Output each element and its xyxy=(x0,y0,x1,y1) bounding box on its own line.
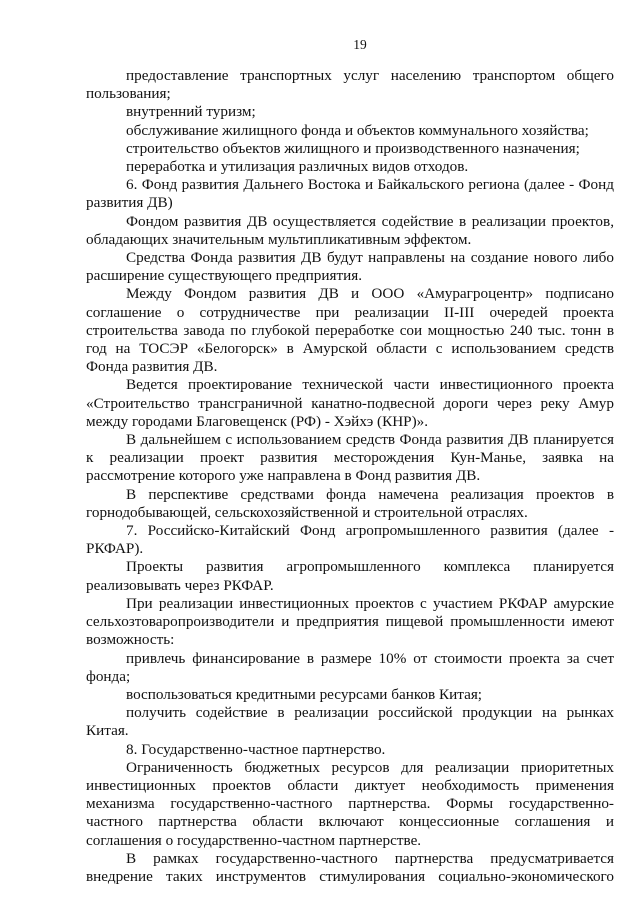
text-line: 7. Российско-Китайский Фонд агропромышленного развития (далее - xyxy=(126,522,614,540)
text-line: пользования; xyxy=(86,85,171,103)
text-line: «Строительство трансграничной канатно-подвесной дороги через реку Амур xyxy=(86,394,614,412)
text-line: привлечь финансирование в размере 10% от стоимости проекта за счет xyxy=(126,649,614,667)
text-line: обладающих значительным мультипликативным эффектом. xyxy=(86,230,472,248)
text-line: В рамках государственно-частного партнерства предусматривается xyxy=(126,849,614,867)
text-line: инвестиционных проектов области диктует необходимость применения xyxy=(86,776,614,794)
text-line: механизма государственно-частного партнерства. Формы государственно- xyxy=(86,795,614,813)
text-line: возможность: xyxy=(86,631,175,649)
text-line: 6. Фонд развития Дальнего Востока и Байкальского региона (далее - Фонд xyxy=(126,176,614,194)
text-line: Между Фондом развития ДВ и ООО «Амурагроцентр» подписано xyxy=(126,285,614,303)
text-line: соглашение о сотрудничестве при реализации II-III очередей проекта xyxy=(86,303,614,321)
text-line: между городами Благовещенск (РФ) - Хэйхэ (КНР)». xyxy=(86,412,429,430)
page-number: 19 xyxy=(353,37,367,52)
text-line: соглашения о государственно-частном партнерстве. xyxy=(86,831,422,849)
text-line: строительство объектов жилищного и производственного назначения; xyxy=(126,139,580,157)
text-line: получить содействие в реализации российской продукции на рынках xyxy=(126,704,614,722)
text-line: год на ТОСЭР «Белогорск» в Амурской области с использованием средств xyxy=(86,340,614,358)
text-line: рассмотрение которого уже направлена в Фонд развития ДВ. xyxy=(86,467,481,485)
text-line: фонда; xyxy=(86,667,131,685)
text-line: Проекты развития агропромышленного комплекса планируется xyxy=(126,558,614,576)
text-line: горнодобывающей, сельскохозяйственной и строительной отраслях. xyxy=(86,503,528,521)
text-line: предоставление транспортных услуг населению транспортом общего xyxy=(126,67,614,84)
text-line: Средства Фонда развития ДВ будут направлены на создание нового либо xyxy=(126,249,614,267)
text-line: внутренний туризм; xyxy=(126,103,256,121)
text-line: расширение существующего предприятия. xyxy=(86,267,362,285)
text-line: 8. Государственно-частное партнерство. xyxy=(126,740,386,758)
text-line: воспользоваться кредитными ресурсами банков Китая; xyxy=(126,685,483,703)
text-line: реализовывать через РКФАР. xyxy=(86,576,274,594)
text-line: строительства завода по глубокой переработке сои мощностью 240 тыс. тонн в xyxy=(86,321,614,339)
text-line: В перспективе средствами фонда намечена реализация проектов в xyxy=(126,485,614,503)
text-line: Фонда развития ДВ. xyxy=(86,358,218,376)
text-line: обслуживание жилищного фонда и объектов коммунального хозяйства; xyxy=(126,121,589,139)
text-line: Ведется проектирование технической части инвестиционного проекта xyxy=(126,376,614,394)
body-text xyxy=(86,67,614,886)
text-line: Китая. xyxy=(86,722,129,740)
text-line: Фондом развития ДВ осуществляется содействие в реализации проектов, xyxy=(126,212,614,230)
text-line: внедрение таких инструментов стимулирования социально-экономического xyxy=(86,867,614,885)
text-line: сельхозтоваропроизводители и предприятия пищевой промышленности имеют xyxy=(86,613,614,631)
text-line: развития ДВ) xyxy=(86,194,173,212)
text-line: При реализации инвестиционных проектов с участием РКФАР амурские xyxy=(126,594,614,612)
text-line: Ограниченность бюджетных ресурсов для реализации приоритетных xyxy=(126,758,614,776)
text-line: к реализации проект развития месторождения Кун-Манье, заявка на xyxy=(86,449,614,467)
text-line: РКФАР). xyxy=(86,540,144,558)
text-line: частного партнерства области включают концессионные соглашения и xyxy=(86,813,614,831)
text-line: В дальнейшем с использованием средств Фонда развития ДВ планируется xyxy=(126,431,614,449)
text-line: переработка и утилизация различных видов отходов. xyxy=(126,158,469,176)
